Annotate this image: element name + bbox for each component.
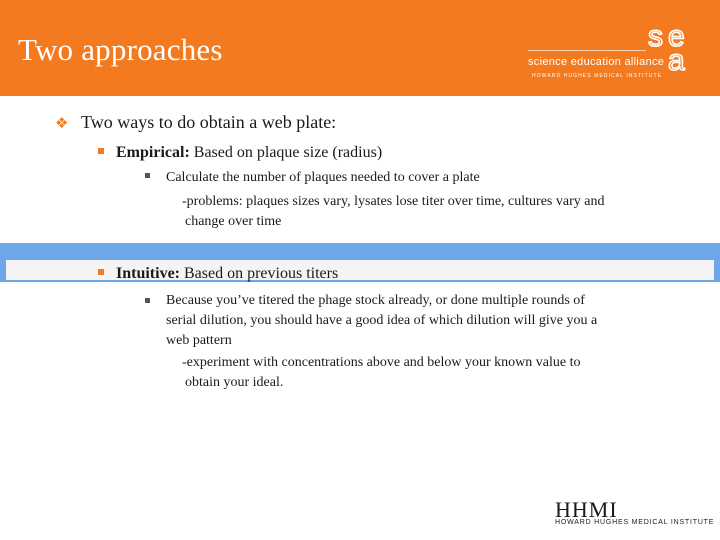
intuitive-detail-line: serial dilution, you should have a good idea of which dilution will give you a [166,313,598,328]
square-bullet-icon [98,269,104,275]
intuitive-note-line: obtain your ideal. [185,375,284,390]
svg-text:s: s [648,20,663,53]
intuitive-label: Intuitive: [116,265,180,282]
empirical-note [182,192,604,232]
square-bullet-icon [145,298,150,303]
empirical-bullet [98,144,382,162]
empirical-text: Based on plaque size (radius) [189,144,383,161]
logo-subtext: HOWARD HUGHES MEDICAL INSTITUTE [532,73,663,79]
square-bullet-icon [98,148,104,154]
svg-text:e: e [668,20,685,53]
empirical-note-line: change over time [185,214,282,229]
slide-header [0,0,720,96]
empirical-note-line: -problems: plaques sizes vary, lysates lose titer over time, cultures vary and [182,194,605,209]
intuitive-bullet [98,265,338,283]
intuitive-note-line: -experiment with concentrations above and below your known value to [182,355,581,370]
logo-divider [528,50,646,51]
intuitive-detail-line: Because you’ve titered the phage stock already, or done multiple rounds of [166,293,585,308]
intuitive-detail [145,291,597,351]
intuitive-detail-line: web pattern [166,333,232,348]
hhmi-logo-text: HOWARD HUGHES MEDICAL INSTITUTE [555,519,715,526]
logo-text: science education alliance [528,56,665,68]
empirical-detail [145,168,480,188]
slide-title: Two approaches [18,32,223,67]
intuitive-note [182,353,581,393]
svg-text:a: a [668,44,685,74]
main-bullet [55,112,336,133]
sea-logo [528,20,704,84]
sea-logo-icon [646,20,704,74]
intuitive-text: Based on previous titers [180,265,339,282]
empirical-detail-text: Calculate the number of plaques needed to cover a plate [166,170,480,185]
empirical-label: Empirical: [116,144,190,161]
main-bullet-text: Two ways to do obtain a web plate: [81,112,337,132]
hhmi-logo [555,497,715,530]
diamond-bullet-icon: ❖ [55,113,69,132]
hhmi-logo-mark: HHMI [555,497,618,522]
square-bullet-icon [145,173,150,178]
